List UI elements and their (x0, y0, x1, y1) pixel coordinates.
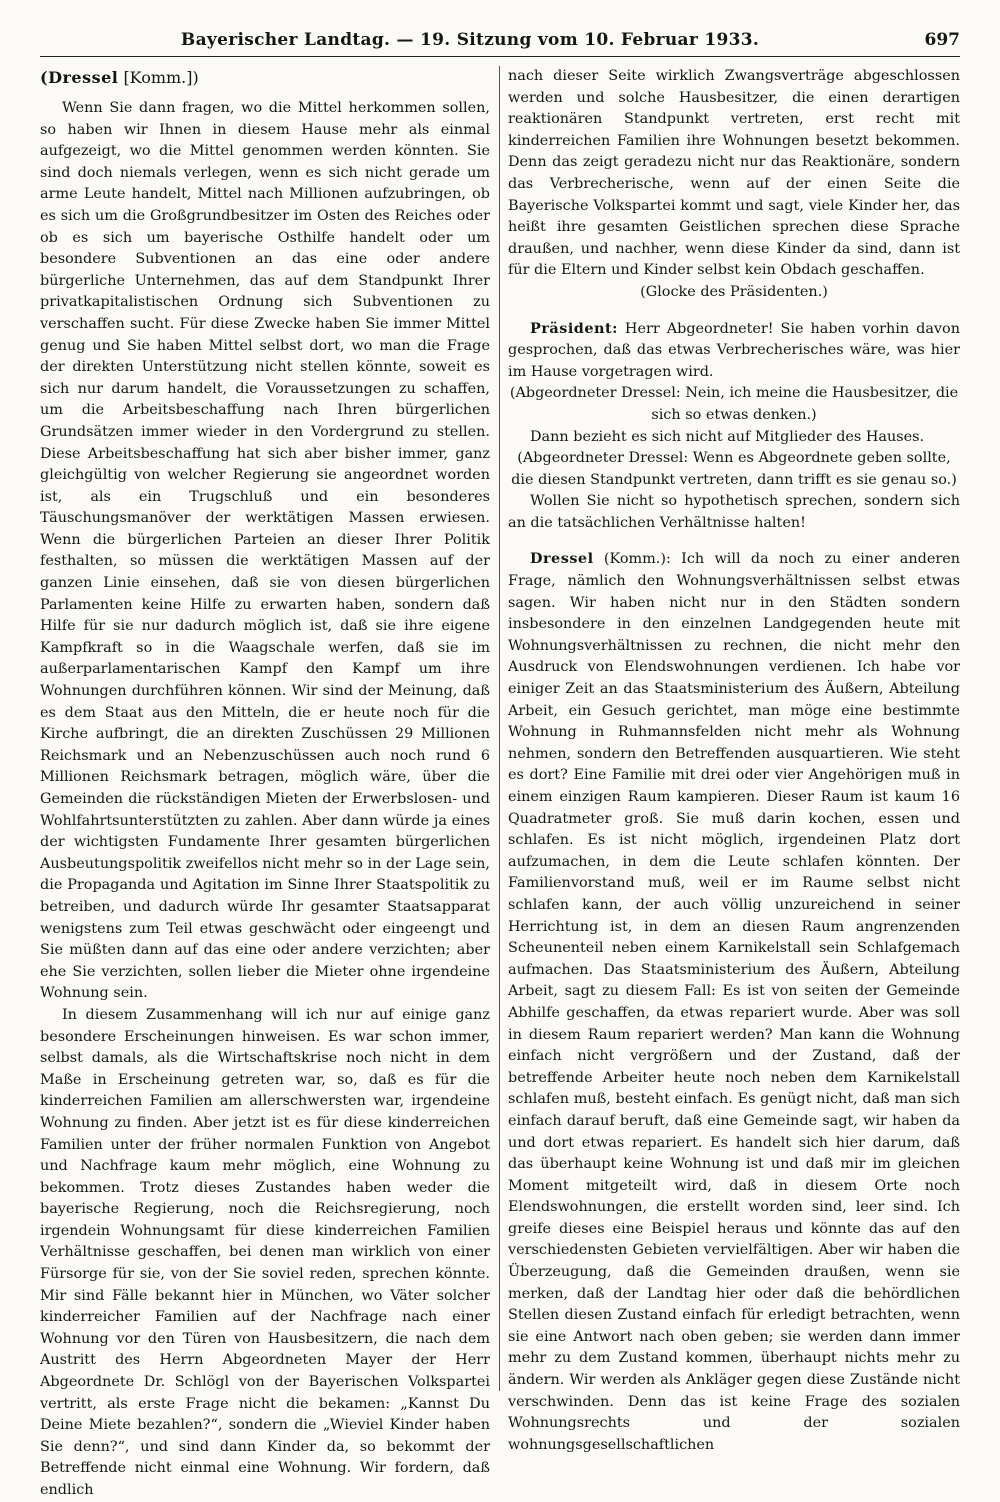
column-divider (499, 66, 500, 1391)
paragraph: Wollen Sie nicht so hypothetisch sprechen, sondern sich an die tatsächlichen Verhältnisse halten! (508, 493, 960, 531)
paragraph: Wenn Sie dann fragen, wo die Mittel herkommen sollen, so haben wir Ihnen in diesem Hause mehr als einmal aufgezeigt, wo die Mittel genommen werden könnten. Sie sind doch niemals verlegen, wenn es sich nicht gerade um arme Leute handelt, Mittel nach Millionen aufzubringen, ob es sich um die Großgrundbesitzer im Osten des Reiches oder ob es sich um bayerische Osthilfe handelt oder um besondere Subventionen an das eine oder andere bürgerliche Unternehmen, das auf dem Standpunkt Ihrer privatkapitalistischen Ordnung sich Subventionen zu verschaffen sucht. Für diese Zwecke haben Sie immer Mittel genug und Sie haben Mittel selbst dort, wo man die Frage der direkten Unterstützung nicht stellen könnte, soweit es sich nur darum handelt, die Voraussetzungen zu schaffen, um die Arbeitsbeschaffung nach Ihren bürgerlichen Grundsätzen immer wieder in den Vordergrund zu stellen. Diese Arbeitsbeschaffung hat sich aber bisher immer, ganz gleichgültig von welcher Regierung sie angeordnet worden ist, als ein Trugschluß und ein besonderes Täuschungsmanöver der werktätigen Massen erwiesen. Wenn die bürgerlichen Parteien an dieser Ihrer Politik festhalten, so müssen die werktätigen Massen auf der ganzen Linie einsehen, daß sie von diesen bürgerlichen Parlamenten keine Hilfe zu erwarten haben, sondern daß Hilfe für sie nur dadurch möglich ist, daß sie ihre eigene Kampfkraft so in die Waagschale werfen, daß sie im außerparlamentarischen Kampf den Kampf um ihre Wohnungen durchführen können. Wir sind der Meinung, daß es dem Staat aus den Mitteln, die er heute noch für die Kirche aufbringt, die an direkten Zuschüssen 29 Millionen Reichsmark und an Nebenzuschüssen auch noch rund 6 Millionen Reichsmark betragen, möglich wäre, über die Gemeinden die rückständigen Mieten der Erwerbslosen- und Wohlfahrtsunterstützten zu zahlen. Aber dann würde ja eines der wichtigsten Fundamente Ihrer gesamten bürgerlichen Ausbeutungspolitik zweifellos nicht mehr so in der Lage sein, die Propaganda und Agitation im Sinne Ihrer Staatspolitik zu betreiben, und dadurch würde Ihr gesamter Staatsapparat wenigstens zum Teil etwas geschwächt oder eingeengt und Sie müßten dann auf das eine oder andere verzichten; aber ehe Sie verzichten, sollen lieber die Mieter ohne irgendeine Wohnung sein. (40, 100, 490, 1002)
speaker-heading (40, 66, 490, 90)
dressel-label: Dressel (530, 550, 594, 568)
heading-open: ( (40, 68, 49, 87)
interjection: (Abgeordneter Dressel: Wenn es Abgeordnete geben sollte, die diesen Standpunkt vertreten, dann trifft es sie genau so.) (511, 450, 957, 488)
dressel-text: Ich will da noch zu einer anderen Frage, nämlich den Wohnungsverhältnissen selbst etwas sagen. Wir haben nicht nur in den Städten sondern insbesondere in den einzelnen Landgegenden heute mit Wohnungsverhältnissen zu rechnen, die nicht mehr den Ausdruck von Elendswohnungen verdienen. Ich habe vor einiger Zeit an das Staatsministerium des Äußern, Abteilung Arbeit, ein Gesuch gerichtet, man möge eine bestimmte Wohnung in Ruhmannsfelden nicht mehr als Wohnung nehmen, sondern den Betreffenden ausquartieren. Wie steht es dort? Eine Familie mit drei oder vier Angehörigen muß in einem einzigen Raum kampieren. Dieser Raum ist kaum 16 Quadratmeter groß. Sie muß darin kochen, essen und schlafen. Es ist nicht möglich, irgendeinen Platz dort aufzumachen, in dem die Leute schlafen könnten. Der Familienvorstand muß, weil er im Raume selbst nicht schlafen kann, der auch völlig unzureichend in seiner Herrichtung ist, in dem an diesen Raum angrenzenden Scheunenteil neben einem Karnikelstall sein Schlafgemach aufmachen. Das Staatsministerium des Äußern, Abteilung Arbeit, sagt zu diesem Fall: Es ist von seiten der Gemeinde Abhilfe geschaffen, da etwas repariert wurde. Aber was soll in diesem Raum repariert werden? Man kann die Wohnung einfach nicht vergrößern und der Zustand, daß der betreffende Arbeiter heute noch neben dem Karnikelstall schlafen muß, besteht einfach. Es genügt nicht, daß man sich einfach darauf beruft, daß eine Gemeinde sagt, wir haben da und dort etwas repariert. Es handelt sich hier darum, daß das überhaupt keine Wohnung ist und daß mir im gleichen Moment mitgeteilt wird, daß in diesem Orte noch Elendswohnungen, die erstellt worden sind, leer sind. Ich greife dieses eine Beispiel heraus und könnte das auf den verschiedensten Gebieten vervielfältigen. Aber wir haben die Überzeugung, daß die Gemeinden draußen, wenn sie merken, daß der Landtag hier oder daß die behördlichen Stellen diesen Zustand einfach für erledigt betrachten, wenn sie eine Antwort nach oben geben; sie werden dann immer mehr zu dem Zustand kommen, überhaupt nichts mehr zu ändern. Wir werden als Ankläger gegen diese Zustände nicht verschwinden. Denn das ist keine Frage des sozialen Wohnungsrechts und der sozialen wohnungsgesellschaftlichen (508, 551, 961, 1453)
running-head: Bayerischer Landtag. — 19. Sitzung vom 10. Februar 1933. (180, 30, 760, 50)
interjection: (Abgeordneter Dressel: Nein, ich meine die Hausbesitzer, die sich so etwas denken.) (509, 385, 959, 423)
page-number: 697 (924, 30, 960, 50)
paragraph: In diesem Zusammenhang will ich nur auf einige ganz besondere Erscheinungen hinweisen. Es war schon immer, selbst damals, als die Wirtschaftskrise noch nicht in dem Maße in Erscheinung getreten war, so, daß es für die kinderreichen Familien am allerschwersten war, irgendeine Wohnung zu finden. Aber jetzt ist es für diese kinderreichen Familien unter der früher normalen Funktion von Angebot und Nachfrage kaum mehr möglich, eine Wohnung zu bekommen. Trotz dieses Zustandes haben weder die bayerische Regierung, noch die Reichsregierung, noch irgendein Wohnungsamt für diese kinderreichen Familien Verhältnisse geschaffen, bei denen man wirklich von einer Fürsorge für sie, von der Sie soviel reden, sprechen könnte. Mir sind Fälle bekannt hier in München, wo Väter solcher kinderreicher Familien auf der Nachfrage nach einer Wohnung vor den Türen von Hausbesitzern, die nach dem Austritt des Herrn Abgeordneten Mayer der Herr Abgeordnete Dr. Schlögl von der Bayerischen Volkspartei vertritt, als erste Frage nicht die bekamen: „Kannst Du Deine Miete bezahlen?“, sondern die „Wieviel Kinder haben Sie denn?“, und sind dann Kinder da, so bekommt der Betreffende nicht einmal eine Wohnung. Wir fordern, daß endlich (40, 1006, 490, 1498)
dressel-paragraph (508, 548, 960, 1456)
paragraph: nach dieser Seite wirklich Zwangsverträge abgeschlossen werden und solche Hausbesitzer, die einen derartigen reaktionären Standpunkt vertreten, erst recht mit kinderreichen Familien ihre Wohnungen besetzt bekommen. Denn das zeigt geradezu nicht nur das Reaktionäre, sondern das Verbrecherische, wenn auf der einen Seite die Bayerische Volkspartei kommt und sagt, viele Kinder her, das heißt ihre gesamten Geistlichen sprechen diese Sprache draußen, und nachher, wenn diese Kinder da sind, dann ist für die Eltern und Kinder selbst kein Obdach geschaffen. (508, 68, 960, 279)
left-column (40, 66, 490, 1498)
speaker-party: [Komm.]) (123, 68, 199, 87)
dressel-party: (Komm.): (603, 551, 671, 568)
interjection: (Glocke des Präsidenten.) (640, 283, 828, 300)
president-label: Präsident: (530, 319, 618, 337)
president-paragraph (508, 318, 960, 384)
speaker-name: Dressel (48, 68, 119, 87)
paragraph: Dann bezieht es sich nicht auf Mitglieder des Hauses. (530, 428, 925, 445)
right-column (508, 66, 961, 1453)
page-header (40, 30, 960, 57)
president-text: Herr Abgeordneter! Sie haben vorhin davon gesprochen, daß das etwas Verbrecherisches wäre, was hier im Hause vorgetragen wird. (508, 320, 960, 380)
